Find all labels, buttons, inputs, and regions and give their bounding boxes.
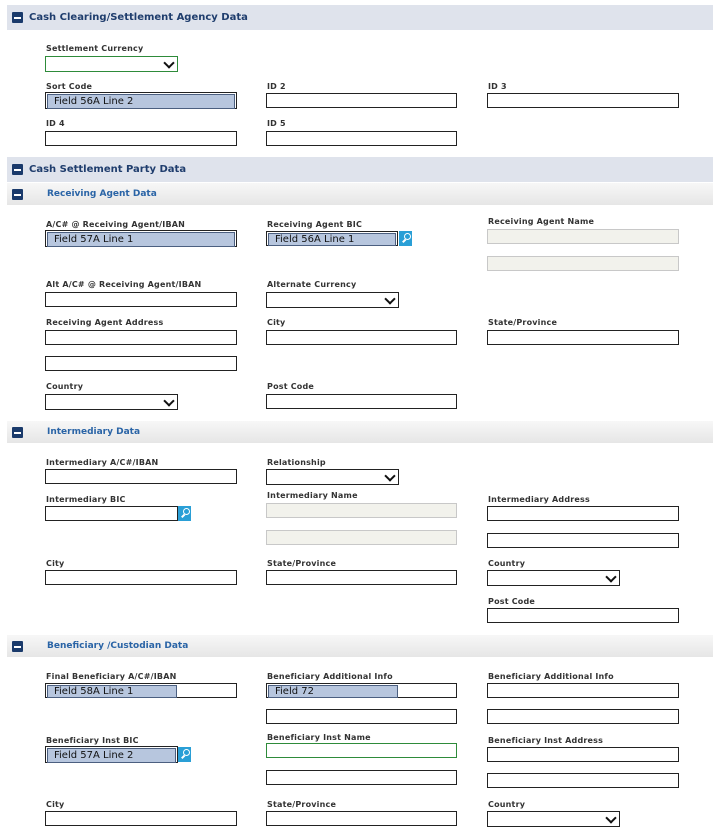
section-header-cash-settlement-party [7, 157, 713, 182]
section-header-beneficiary [7, 635, 713, 657]
collapse-icon[interactable] [12, 427, 23, 438]
receiving-city-label: City [267, 318, 286, 327]
id3-label: ID 3 [488, 82, 507, 91]
receiving-address-input-2[interactable] [45, 356, 237, 371]
beneficiary-country-select[interactable] [487, 811, 620, 827]
section-title: Cash Clearing/Settlement Agency Data [29, 12, 248, 23]
chevron-down-icon [384, 293, 395, 304]
receiving-name-label: Receiving Agent Name [488, 217, 595, 226]
intermediary-acct-input[interactable] [45, 469, 237, 484]
receiving-address-input-1[interactable] [45, 330, 237, 345]
beneficiary-inst-name-label: Beneficiary Inst Name [267, 733, 371, 742]
intermediary-address-label: Intermediary Address [488, 495, 590, 504]
section-title: Receiving Agent Data [47, 189, 157, 199]
receiving-city-input[interactable] [266, 330, 457, 345]
beneficiary-inst-name-input-2[interactable] [266, 770, 457, 785]
beneficiary-addl-info-value: Field 72 [268, 685, 398, 698]
id4-input[interactable] [45, 131, 237, 146]
section-header-receiving-agent [7, 183, 713, 205]
search-icon[interactable] [178, 747, 191, 762]
settlement-currency-select[interactable] [45, 56, 178, 72]
intermediary-name-input-2 [266, 530, 457, 545]
id3-input[interactable] [487, 93, 679, 108]
intermediary-address-input-1[interactable] [487, 506, 679, 521]
sort-code-value: Field 56A Line 2 [47, 94, 235, 109]
intermediary-state-input[interactable] [266, 570, 457, 585]
final-beneficiary-acct-value: Field 58A Line 1 [47, 685, 177, 698]
final-beneficiary-acct-label: Final Beneficiary A/C#/IBAN [46, 672, 177, 681]
intermediary-city-label: City [46, 559, 65, 568]
beneficiary-addl-info-input-2[interactable] [266, 709, 457, 724]
intermediary-country-select[interactable] [487, 570, 620, 586]
receiving-state-input[interactable] [487, 330, 679, 345]
intermediary-city-input[interactable] [45, 570, 237, 585]
beneficiary-inst-address-input-2[interactable] [487, 773, 679, 788]
receiving-name-input-2 [487, 256, 679, 271]
beneficiary-state-label: State/Province [267, 800, 337, 809]
beneficiary-country-label: Country [488, 800, 526, 809]
intermediary-bic-label: Intermediary BIC [46, 495, 126, 504]
beneficiary-inst-bic-label: Beneficiary Inst BIC [46, 736, 139, 745]
collapse-icon[interactable] [12, 12, 23, 23]
collapse-icon[interactable] [12, 164, 23, 175]
intermediary-name-label: Intermediary Name [267, 491, 358, 500]
beneficiary-addl-info2-input-2[interactable] [487, 709, 679, 724]
receiving-post-code-label: Post Code [267, 382, 315, 391]
relationship-label: Relationship [267, 458, 326, 467]
receiving-bic-label: Receiving Agent BIC [267, 220, 363, 229]
receiving-country-select[interactable] [45, 394, 178, 410]
section-title: Intermediary Data [47, 427, 141, 437]
section-header-intermediary [7, 421, 713, 443]
beneficiary-addl-info2-label: Beneficiary Additional Info [488, 672, 614, 681]
receiving-acct-input[interactable] [45, 230, 237, 247]
beneficiary-state-input[interactable] [266, 811, 457, 826]
intermediary-acct-label: Intermediary A/C#/IBAN [46, 458, 159, 467]
receiving-bic-input[interactable] [266, 231, 398, 246]
beneficiary-addl-info-input-1[interactable] [266, 683, 457, 698]
collapse-icon[interactable] [12, 189, 23, 200]
beneficiary-inst-address-input-1[interactable] [487, 747, 679, 762]
collapse-icon[interactable] [12, 641, 23, 652]
receiving-address-label: Receiving Agent Address [46, 318, 164, 327]
beneficiary-city-input[interactable] [45, 811, 237, 826]
id2-input[interactable] [266, 93, 457, 108]
beneficiary-addl-info2-input-1[interactable] [487, 683, 679, 698]
intermediary-name-input-1 [266, 503, 457, 518]
intermediary-state-label: State/Province [267, 559, 337, 568]
id5-input[interactable] [266, 131, 457, 146]
receiving-bic-value: Field 56A Line 1 [268, 233, 396, 246]
beneficiary-inst-address-label: Beneficiary Inst Address [488, 736, 604, 745]
final-beneficiary-acct-input[interactable] [45, 683, 237, 698]
receiving-acct-label: A/C# @ Receiving Agent/IBAN [46, 220, 186, 229]
intermediary-post-code-input[interactable] [487, 608, 679, 623]
receiving-name-input-1 [487, 229, 679, 244]
search-icon[interactable] [178, 506, 191, 521]
chevron-down-icon [605, 812, 616, 823]
receiving-acct-value: Field 57A Line 1 [47, 232, 235, 247]
beneficiary-inst-bic-value: Field 57A Line 2 [47, 748, 176, 763]
sort-code-input[interactable] [45, 92, 237, 109]
search-icon[interactable] [399, 231, 412, 246]
beneficiary-inst-name-input-1[interactable] [266, 743, 457, 758]
chevron-down-icon [163, 57, 174, 68]
id4-label: ID 4 [46, 119, 65, 128]
section-title: Beneficiary /Custodian Data [47, 641, 189, 651]
alt-acct-input[interactable] [45, 292, 237, 307]
id5-label: ID 5 [267, 119, 286, 128]
section-title: Cash Settlement Party Data [29, 164, 187, 175]
intermediary-country-label: Country [488, 559, 526, 568]
relationship-select[interactable] [266, 469, 399, 485]
settlement-currency-label: Settlement Currency [46, 44, 144, 53]
intermediary-post-code-label: Post Code [488, 597, 536, 606]
alt-acct-label: Alt A/C# @ Receiving Agent/IBAN [46, 280, 202, 289]
sort-code-label: Sort Code [46, 82, 93, 91]
id2-label: ID 2 [267, 82, 286, 91]
section-header-cash-clearing [7, 5, 713, 30]
intermediary-bic-input[interactable] [45, 506, 178, 521]
alt-currency-select[interactable] [266, 292, 399, 308]
alt-currency-label: Alternate Currency [267, 280, 357, 289]
beneficiary-addl-info-label: Beneficiary Additional Info [267, 672, 393, 681]
chevron-down-icon [163, 395, 174, 406]
intermediary-address-input-2[interactable] [487, 533, 679, 548]
beneficiary-city-label: City [46, 800, 65, 809]
receiving-post-code-input[interactable] [266, 394, 457, 409]
beneficiary-inst-bic-input[interactable] [45, 746, 178, 763]
receiving-state-label: State/Province [488, 318, 558, 327]
receiving-country-label: Country [46, 382, 84, 391]
chevron-down-icon [605, 571, 616, 582]
chevron-down-icon [384, 470, 395, 481]
